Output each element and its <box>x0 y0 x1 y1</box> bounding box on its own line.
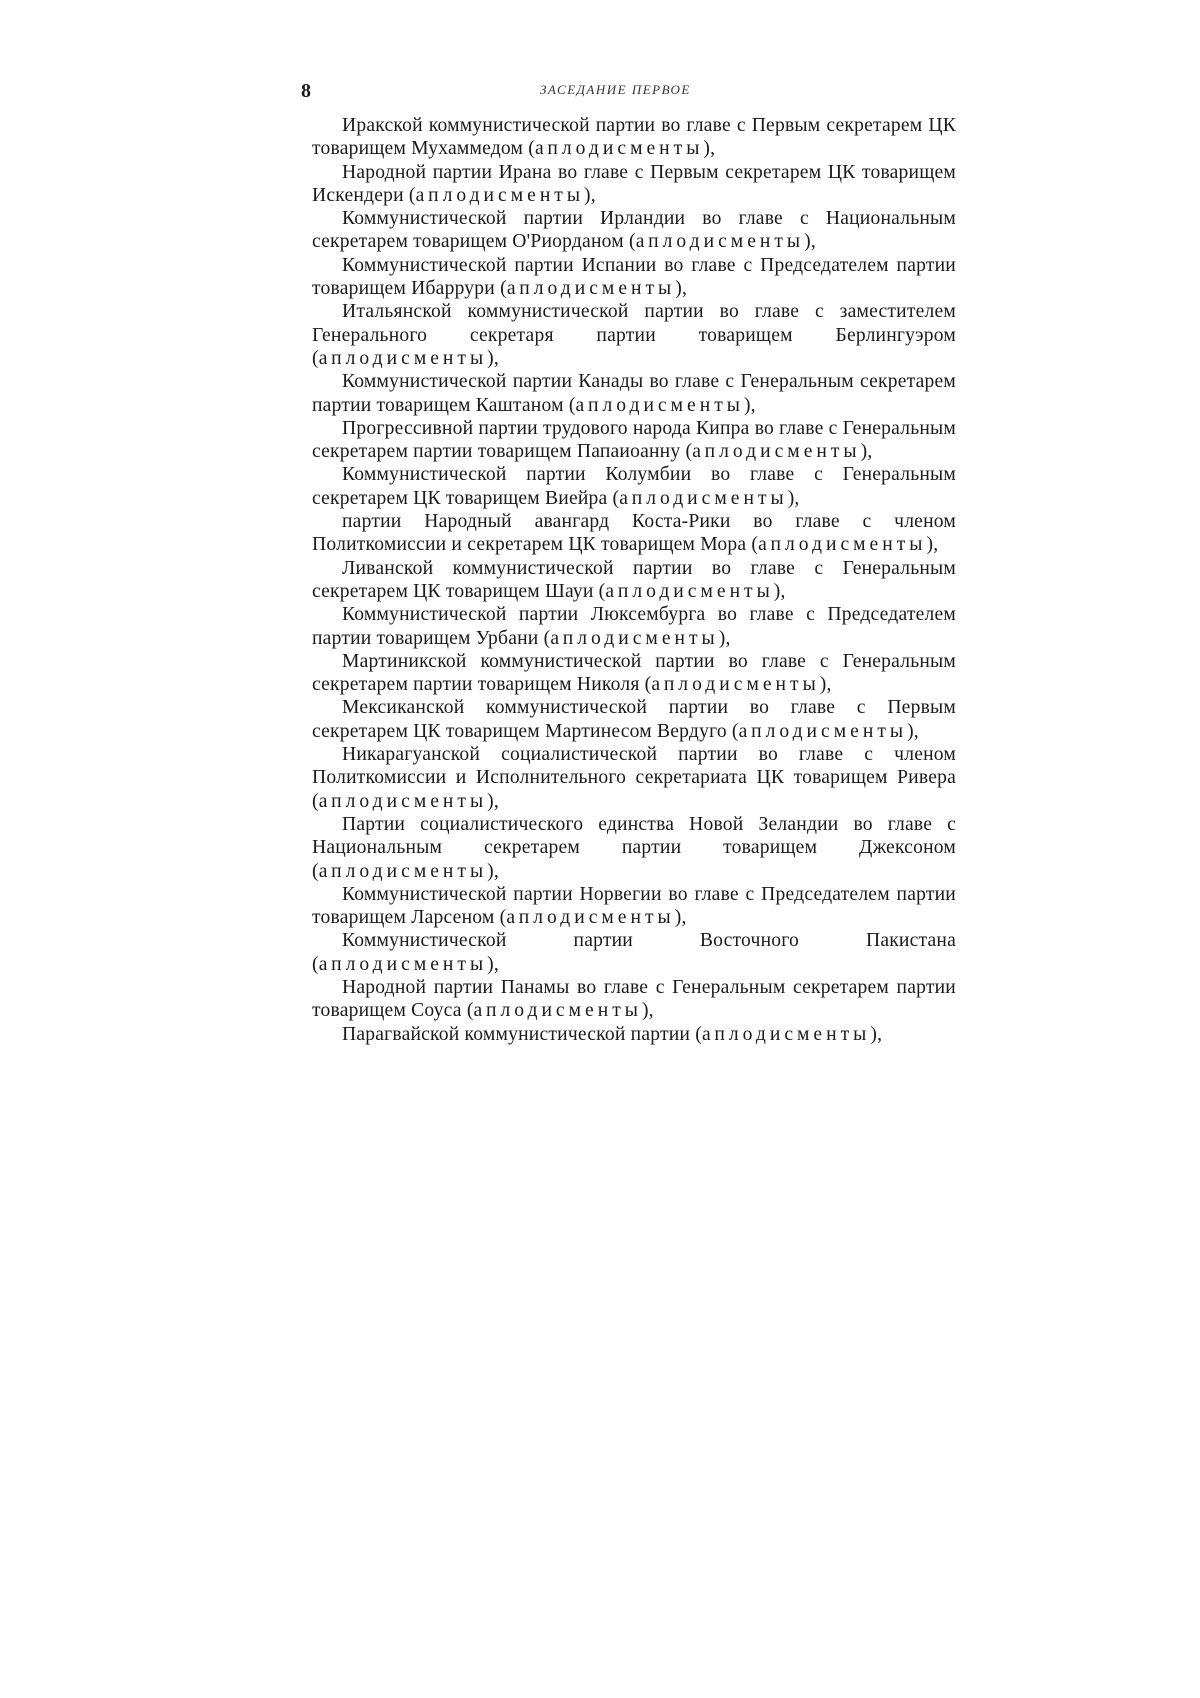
paragraph: Коммунистической партии Люксембурга во главе с Председателем партии товарищем Урбани (аплодисменты), <box>312 604 956 649</box>
paragraph: Иракской коммунистической партии во главе с Первым секретарем ЦК товарищем Мухаммедом (аплодисменты), <box>312 115 956 160</box>
paragraph: партии Народный авангард Коста-Рики во главе с членом Политкомиссии и секретарем ЦК товарищем Мора (аплодисменты), <box>312 511 956 556</box>
applause-note: аплодисменты <box>701 1023 871 1045</box>
applause-note: аплодисменты <box>635 231 805 253</box>
paragraph-end: ), <box>641 1000 654 1022</box>
paragraph-end: ), <box>675 278 688 300</box>
paragraph: Прогрессивной партии трудового народа Кипра во главе с Генеральным секретарем партии товарищем Папаиоанну (аплодисменты), <box>312 417 956 463</box>
paragraph-end: ), <box>804 231 816 253</box>
paragraph-text: Коммунистической партии Восточного Пакистана <box>342 930 956 952</box>
applause-note: аплодисменты <box>318 347 488 369</box>
paragraph-end: ), <box>819 674 832 696</box>
paragraph: Коммунистической партии Канады во главе с Генеральным секретарем партии товарищем Каштаном (аплодисменты), <box>312 371 956 416</box>
applause-note: аплодисменты <box>473 1000 642 1022</box>
applause-note: аплодисменты <box>605 580 774 602</box>
applause-note: аплодисменты <box>619 487 788 509</box>
paragraph-text: Партии социалистического единства Новой Зеландии во главе с Национальным секретарем партии товарищем Джексоном <box>312 813 956 859</box>
applause-note: аплодисменты <box>318 953 488 975</box>
paragraph-end: ), <box>773 580 786 602</box>
applause-note: аплодисменты <box>758 534 927 556</box>
paragraph-end: ), <box>870 1023 883 1045</box>
applause-note: аплодисменты <box>550 627 719 649</box>
paragraph: Коммунистической партии Восточного Пакистана (аплодисменты), <box>312 930 956 975</box>
paragraph: Никарагуанской социалистической партии во главе с членом Политкомиссии и Исполнительного секретариата ЦК товарищем Ривера (аплодисменты), <box>312 744 956 812</box>
applause-note: аплодисменты <box>415 184 585 206</box>
text-block <box>312 114 956 1046</box>
paragraph: Коммунистической партии Ирландии во главе с Национальным секретарем товарищем О'Риорданом (аплодисменты), <box>312 208 956 253</box>
paragraph-end: ), <box>787 487 800 509</box>
page-number: 8 <box>301 80 311 102</box>
paragraph-text: Парагвайской коммунистической партии <box>342 1023 691 1045</box>
paragraph-end: ), <box>487 347 499 369</box>
paragraph: Народной партии Панамы во главе с Генеральным секретарем партии товарищем Соуса (аплодисменты), <box>312 976 956 1022</box>
paragraph-end: ), <box>487 860 499 882</box>
paragraph-text: Коммунистической партии Норвегии во главе с Председателем партии товарищем Ларсеном <box>312 883 956 929</box>
paragraph-text: Итальянской коммунистической партии во главе с заместителем Генерального секретаря партии товарищем Берлингуэром <box>312 301 956 346</box>
paragraph-text: Мартиникской коммунистической партии во главе с Генеральным секретарем партии товарищем Николя <box>312 650 956 696</box>
paragraph-end: ), <box>487 953 499 975</box>
paragraph-end: ), <box>718 627 731 649</box>
paragraph: Ливанской коммунистической партии во главе с Генеральным секретарем ЦК товарищем Шауи (аплодисменты), <box>312 557 956 602</box>
paragraph-text: Народной партии Панамы во главе с Генеральным секретарем партии товарищем Соуса <box>312 976 956 1022</box>
paragraph: Коммунистической партии Испании во главе с Председателем партии товарищем Ибаррури (аплодисменты), <box>312 254 956 300</box>
paragraph: Народной партии Ирана во главе с Первым секретарем ЦК товарищем Искендери (аплодисменты), <box>312 161 956 206</box>
paragraph-text: Коммунистической партии Колумбии во главе с Генеральным секретарем ЦК товарищем Виейра <box>312 464 956 509</box>
applause-note: аплодисменты <box>575 394 744 416</box>
paragraph: Мартиникской коммунистической партии во главе с Генеральным секретарем партии товарищем Николя (аплодисменты), <box>312 650 956 696</box>
applause-note: аплодисменты <box>506 278 676 300</box>
paragraph-text: Ливанской коммунистической партии во главе с Генеральным секретарем ЦК товарищем Шауи <box>312 557 956 602</box>
paragraph-end: ), <box>674 907 687 929</box>
applause-note: аплодисменты <box>651 674 820 696</box>
applause-note: аплодисменты <box>506 907 675 929</box>
paragraph-text: Иракской коммунистической партии во главе с Первым секретарем ЦК товарищем Мухаммедом <box>312 115 956 160</box>
paragraph: Коммунистической партии Норвегии во главе с Председателем партии товарищем Ларсеном (аплодисменты), <box>312 883 956 929</box>
applause-note: аплодисменты <box>738 720 908 742</box>
paragraph-text: Народной партии Ирана во главе с Первым секретарем ЦК товарищем Искендери <box>312 161 956 206</box>
running-head: ЗАСЕДАНИЕ ПЕРВОЕ <box>540 82 691 97</box>
applause-note: аплодисменты <box>534 138 704 160</box>
paragraph: Мексиканской коммунистической партии во главе с Первым секретарем ЦК товарищем Мартинесом Вердуго (аплодисменты), <box>312 697 956 742</box>
paragraph-text: Коммунистической партии Испании во главе с Председателем партии товарищем Ибаррури <box>312 254 956 300</box>
paragraph-end: ), <box>743 394 756 416</box>
applause-note: аплодисменты <box>318 790 488 812</box>
paragraph-text: партии Народный авангард Коста-Рики во главе с членом Политкомиссии и секретарем ЦК товарищем Мора <box>312 511 956 556</box>
paragraph-text: Никарагуанской социалистической партии во главе с членом Политкомиссии и Исполнительного секретариата ЦК товарищем Ривера <box>312 744 956 789</box>
paragraph: Партии социалистического единства Новой Зеландии во главе с Национальным секретарем партии товарищем Джексоном (аплодисменты), <box>312 813 956 882</box>
paragraph-text: Мексиканской коммунистической партии во главе с Первым секретарем ЦК товарищем Мартинесом Вердуго <box>312 697 956 742</box>
paragraph: Парагвайской коммунистической партии (аплодисменты), <box>342 1023 883 1045</box>
paragraph-end: ), <box>926 534 939 556</box>
applause-note: аплодисменты <box>692 441 861 463</box>
paragraph-text: Коммунистической партии Люксембурга во главе с Председателем партии товарищем Урбани <box>312 604 956 649</box>
paragraph-end: ), <box>584 184 596 206</box>
paragraph: Итальянской коммунистической партии во главе с заместителем Генерального секретаря партии товарищем Берлингуэром (аплодисменты), <box>312 301 956 369</box>
applause-note: аплодисменты <box>318 860 488 882</box>
paragraph-end: ), <box>487 790 499 812</box>
paragraph: Коммунистической партии Колумбии во главе с Генеральным секретарем ЦК товарищем Виейра (аплодисменты), <box>312 464 956 509</box>
paragraph-text: Коммунистической партии Ирландии во главе с Национальным секретарем товарищем О'Риорданом <box>312 208 956 253</box>
paragraph-text: Коммунистической партии Канады во главе с Генеральным секретарем партии товарищем Каштаном <box>312 371 956 416</box>
paragraph-end: ), <box>703 138 716 160</box>
paragraph-end: ), <box>860 441 873 463</box>
paragraph-text: Прогрессивной партии трудового народа Кипра во главе с Генеральным секретарем партии товарищем Папаиоанну <box>312 417 956 463</box>
paragraph-end: ), <box>907 720 919 742</box>
